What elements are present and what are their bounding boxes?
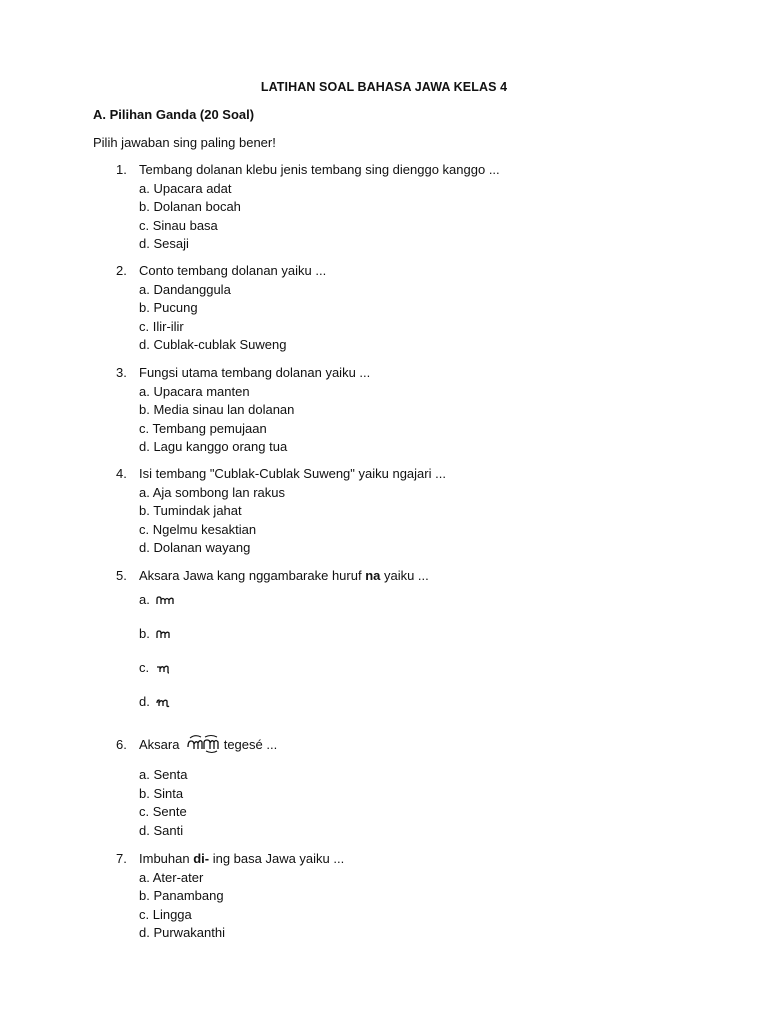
option-a: a. [139,591,174,610]
question-number: 6. [116,737,127,752]
option-b: b. Media sinau lan dolanan [139,402,295,418]
option-d: d. Sesaji [139,236,189,252]
option-b: b. Dolanan bocah [139,199,241,215]
option-a: a. Dandanggula [139,281,231,297]
option-b: b. [139,625,170,644]
javanese-ka-glyph [156,630,170,640]
question-number: 3. [116,365,127,380]
section-heading: A. Pilihan Ganda (20 Soal) [93,107,255,122]
option-a: a. Senta [139,767,188,782]
option-d: d. Lagu kanggo orang tua [139,439,288,455]
question-stem: Conto tembang dolanan yaiku ... [139,263,327,278]
question-number: 4. [116,466,127,481]
option-d: d. Cublak-cublak Suweng [139,337,287,353]
javanese-da-glyph [156,698,170,708]
option-b: b. Panambang [139,888,224,904]
question-stem: Tembang dolanan klebu jenis tembang sing dienggo kanggo ... [139,162,500,177]
javanese-na-glyph [156,596,174,606]
option-d: d. Dolanan wayang [139,540,251,556]
question-stem: Imbuhan di- ing basa Jawa yaiku ... [139,851,345,866]
option-a: a. Ater-ater [139,869,204,885]
option-c: c. Sinau basa [139,217,218,233]
option-c: c. Ngelmu kesaktian [139,521,257,537]
option-d: d. Santi [139,822,184,838]
option-c: c. Tembang pemujaan [139,420,267,436]
instruction-text: Pilih jawaban sing paling bener! [93,135,276,150]
option-c: c. Lingga [139,906,192,922]
javanese-ha-glyph [156,664,170,674]
question-number: 2. [116,263,127,278]
option-c: c. Sente [139,804,187,820]
option-c: c. Ilir-ilir [139,318,184,334]
option-a: a. Aja sombong lan rakus [139,484,285,500]
question-number: 1. [116,162,127,177]
option-c: c. [139,659,170,678]
option-a: a. Upacara adat [139,180,232,196]
question-stem: Aksara Jawa kang nggambarake huruf na yaiku ... [139,568,429,583]
option-a: a. Upacara manten [139,383,250,399]
option-b: b. Tumindak jahat [139,503,242,519]
question-stem: Aksara tegesé ... [139,736,277,755]
option-d: d. [139,693,170,712]
option-b: b. Sinta [139,785,184,801]
question-stem: Isi tembang "Cublak-Cublak Suweng" yaiku ngajari ... [139,466,446,481]
option-d: d. Purwakanthi [139,925,225,941]
document-title: LATIHAN SOAL BAHASA JAWA KELAS 4 [260,80,508,94]
question-stem: Fungsi utama tembang dolanan yaiku ... [139,365,371,380]
question-number: 7. [116,851,127,866]
option-b: b. Pucung [139,300,198,316]
javanese-word-glyph [186,734,220,754]
question-number: 5. [116,568,127,583]
